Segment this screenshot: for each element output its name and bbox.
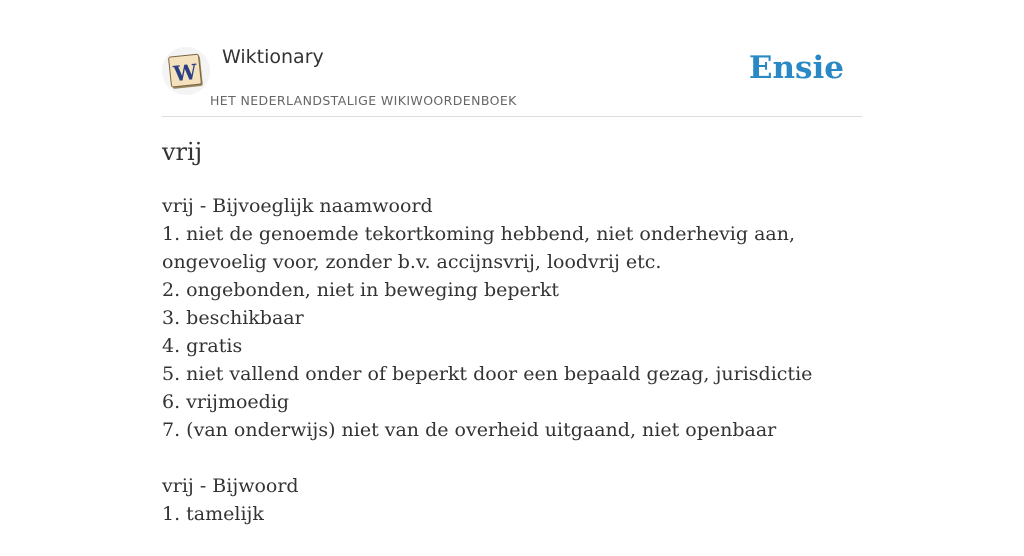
sense-item: 1. tamelijk <box>162 503 264 525</box>
sense-item: 5. niet vallend onder of beperkt door een bepaald gezag, jurisdictie <box>162 363 813 385</box>
definition-section-adverb <box>162 472 862 528</box>
wiktionary-logo-letter: W <box>172 58 199 87</box>
sense-item: 3. beschikbaar <box>162 307 304 329</box>
site-header <box>162 0 862 117</box>
sense-item: 2. ongebonden, niet in beweging beperkt <box>162 279 560 301</box>
sense-item: 4. gratis <box>162 335 243 357</box>
wiktionary-logo-graphic <box>162 47 210 95</box>
source-subtitle: HET NEDERLANDSTALIGE WIKIWOORDENBOEK <box>210 93 517 108</box>
wiktionary-logo-icon <box>162 47 210 95</box>
sense-item: 7. (van onderwijs) niet van de overheid uitgaand, niet openbaar <box>162 419 777 441</box>
section-heading: vrij - Bijvoeglijk naamwoord <box>162 195 433 217</box>
section-heading: vrij - Bijwoord <box>162 475 299 497</box>
sense-item: 1. niet de genoemde tekortkoming hebbend, niet onderhevig aan, ongevoelig voor, zonder b.v. accijnsvrij, loodvrij etc. <box>162 223 796 273</box>
entry-title: vrij <box>162 138 203 166</box>
source-name: Wiktionary <box>222 46 324 68</box>
ensie-brand-link[interactable]: Ensie <box>748 50 844 86</box>
sense-item: 6. vrijmoedig <box>162 391 290 413</box>
definition-section-adjective <box>162 192 862 444</box>
definition-body <box>162 192 862 556</box>
